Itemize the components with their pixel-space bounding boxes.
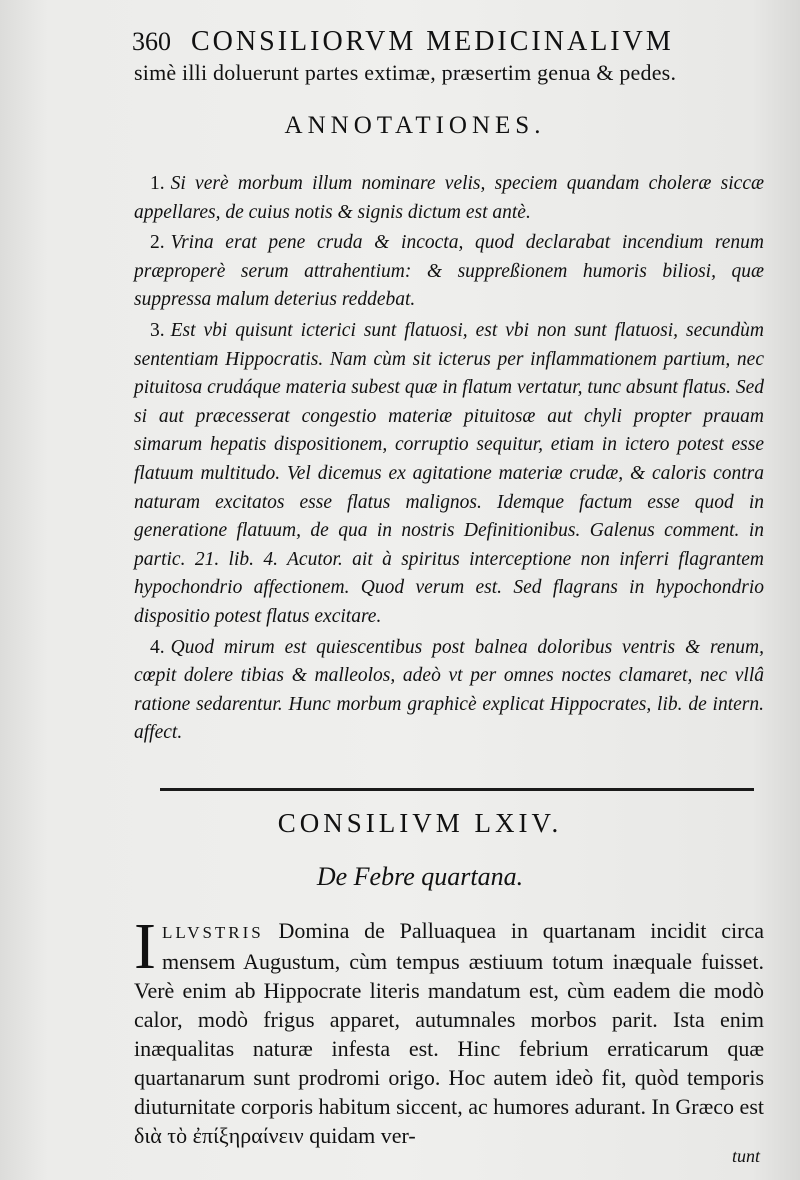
annotation-number: 3. [150, 319, 165, 341]
annotation-number: 2. [150, 232, 165, 254]
annotation-text: Est vbi quisunt icterici sunt flatuosi, est vbi non sunt flatuosi, secundùm sententiam Hippocratis. Nam cùm sit icterus per inflammationem partium, nec pituitosa crudáque materia subest quæ in flatum vertatur, tunc absunt flatus. Sed si aut præcesserat congestio materiæ pituitosæ aut chyli propter prauam simarum hepatis dispositionem, corruptio sequitur, etiam in ictero potest esse flatuum multitudo. Vel dicemus ex agitatione materiæ crudæ, & caloris contra naturam excitatos esse flatus malignos. Idemque factum esse quod in generatione flatuum, de qua in nostris Definitionibus. Galenus comment. in partic. 21. lib. 4. Acutor. ait à spiritus interceptione non inferri flagrantem hypochondrio affectionem. Quod verum est. Sed flagrans in hypochondrio dispositio potest flatus excitare. [134, 319, 764, 627]
annotation-number: 1. [150, 173, 165, 194]
annotation-item [134, 229, 764, 315]
page-number: 360 [132, 27, 171, 56]
annotation-text: Si verè morbum illum nominare velis, speciem quandam choleræ siccæ appellares, de cuius notis & signis dictum est antè. [134, 173, 764, 223]
annotation-text: Quod mirum est quiescentibus post balnea doloribus ventris & renum, cœpit dolere tibias & malleolos, adeò vt per omnes noctes clamaret, nec vllâ ratione sedarentur. Hunc morbum graphicè explicat Hippocrates, lib. de intern. affect. [134, 636, 764, 744]
running-title: CONSILIORVM MEDICINALIVM [191, 26, 674, 57]
consilium-subtitle: De Febre quartana. [316, 862, 524, 891]
annotation-text: Vrina erat pene cruda & incocta, quod declarabat incendium renum præproperè serum attrahentium: & suppreßionem humoris biliosi, quæ suppressa malum deterius reddebat. [134, 232, 764, 311]
section-divider-rule [160, 788, 754, 791]
annotation-item [134, 170, 764, 227]
annotations-heading: ANNOTATIONES. [284, 112, 546, 139]
running-head [132, 26, 752, 58]
drop-cap-initial: I [134, 910, 156, 983]
catchword: tunt [732, 1146, 761, 1166]
annotations-list [134, 170, 764, 750]
consilium-title: CONSILIVM LXIV. [277, 808, 563, 838]
carry-over-line: simè illi doluerunt partes extimæ, præsertim genua & pedes. [134, 60, 677, 85]
opening-word: LLVSTRIS [161, 923, 264, 942]
annotation-item [134, 634, 764, 748]
annotation-item [134, 317, 764, 632]
annotation-number: 4. [150, 636, 165, 658]
consilium-body [134, 910, 764, 1150]
body-paragraph: Domina de Palluaquea in quartanam incidit circa mensem Augustum, cùm tempus æstiuum totum inæquale fuisset. Verè enim ab Hippocrate literis mandatum est, cùm eadem die modò calor, modò frigus apparet, autumnales morbos parit. Ista enim inæqualitas naturæ infesta est. Hinc febrium erraticarum quæ quartanarum sunt prodromi origo. Hoc autem ideò fit, quòd temporis diuturnitate corporis habitum siccent, ac humores adurant. In Græco est διὰ τὸ ἐπίξηραίνειν quidam ver- [134, 918, 764, 1148]
